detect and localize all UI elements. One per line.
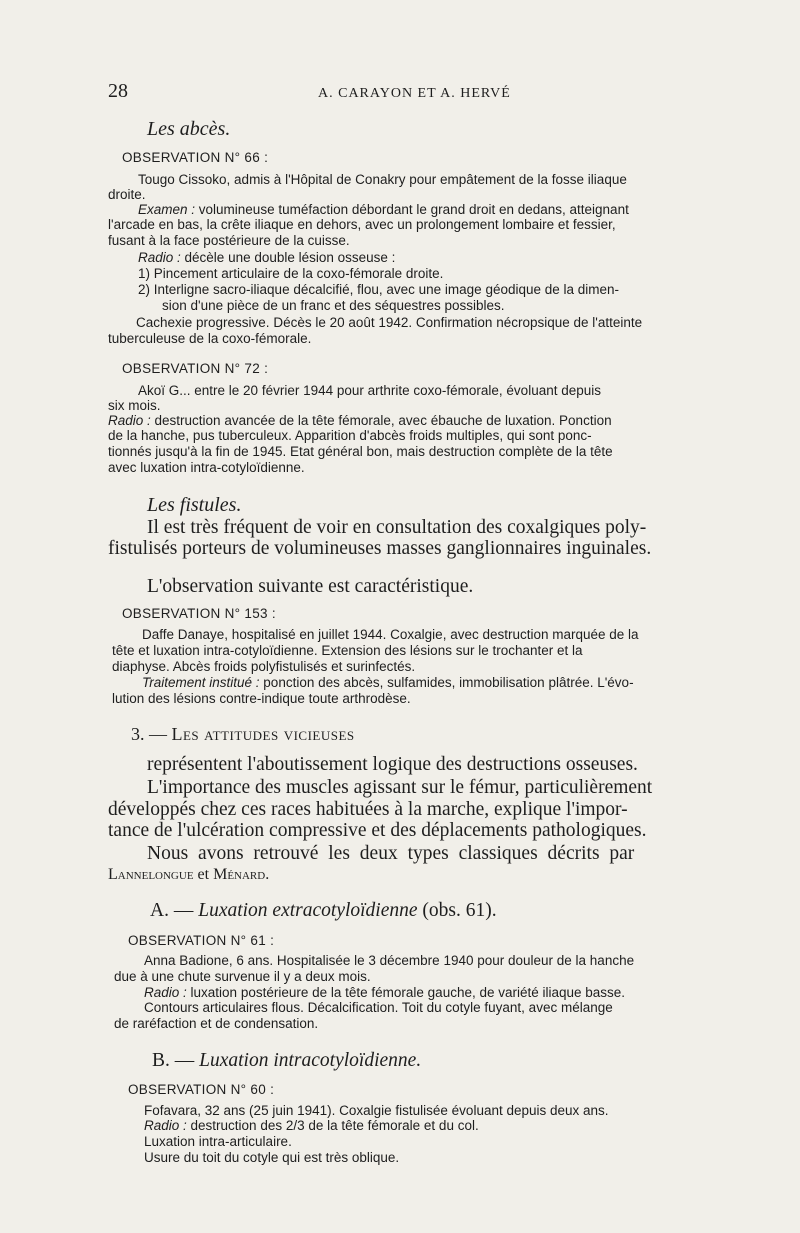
examen-label: Examen :: [138, 202, 196, 217]
obs66-line-7: 1) Pincement articulaire de la coxo-fémorale droite.: [138, 266, 444, 281]
radio-label: Radio :: [144, 985, 187, 1000]
obs72-line-5: tionnés jusqu'à la fin de 1945. Etat général bon, mais destruction complète de la tête: [108, 444, 613, 459]
obs66-line-5: fusant à la face postérieure de la cuisse.: [108, 233, 350, 248]
obs66-line-4: l'arcade en bas, la crête iliaque en dehors, avec un prolongement lombaire et fessier,: [108, 217, 616, 232]
obs61-line-1: Anna Badione, 6 ans. Hospitalisée le 3 décembre 1940 pour douleur de la hanche: [144, 953, 635, 968]
obs72-line-3: [108, 413, 612, 428]
observation-60-label: OBSERVATION N° 60 :: [128, 1082, 275, 1097]
attitudes-para-1: représentent l'aboutissement logique des destructions osseuses.: [147, 754, 638, 775]
obs66-line-2: droite.: [108, 187, 146, 202]
obs66-line-3: [138, 202, 629, 217]
period: .: [265, 866, 270, 883]
obs66-line-1: Tougo Cissoko, admis à l'Hôpital de Conakry pour empâtement de la fosse iliaque: [138, 172, 627, 187]
subsection-heading-a: [150, 900, 497, 922]
obs61-line-5: de raréfaction et de condensation.: [114, 1016, 319, 1031]
obs60-line-2: [144, 1118, 479, 1133]
section-heading-attitudes: [131, 724, 355, 745]
obs66-line-10: Cachexie progressive. Décès le 20 août 1942. Confirmation nécropsique de l'atteinte: [136, 315, 643, 330]
obs61-line-2: due à une chute survenue il y a deux mois.: [114, 969, 371, 984]
subsection-prefix: A. —: [150, 900, 199, 921]
radio-text: destruction des 2/3 de la tête fémorale et du col.: [186, 1118, 479, 1133]
obs72-line-6: avec luxation intra-cotyloïdienne.: [108, 460, 305, 475]
obs66-line-8: 2) Interligne sacro-iliaque décalcifié, flou, avec une image géodique de la dimen-: [138, 282, 620, 297]
section-heading-fistules: Les fistules.: [147, 494, 242, 516]
section-title: Les attitudes vicieuses: [171, 724, 355, 744]
radio-text: décèle une double lésion osseuse :: [180, 250, 396, 265]
obs61-line-4: Contours articulaires flous. Décalcification. Toit du cotyle fuyant, avec mélange: [144, 1000, 613, 1015]
radio-label: Radio :: [138, 250, 181, 265]
obs72-line-1: Akoï G... entre le 20 février 1944 pour arthrite coxo-fémorale, évoluant depuis: [138, 383, 602, 398]
section-heading-abces: Les abcès.: [147, 118, 231, 140]
obs61-line-3: [144, 985, 625, 1000]
obs60-line-1: Fofavara, 32 ans (25 juin 1941). Coxalgie fistulisée évoluant depuis deux ans.: [144, 1103, 609, 1118]
obs153-line-5: lution des lésions contre-indique toute arthrodèse.: [112, 691, 411, 706]
author-lannelongue: Lannelongue: [108, 866, 194, 883]
page-number: 28: [108, 80, 128, 102]
obs153-line-1: Daffe Danaye, hospitalisé en juillet 1944. Coxalgie, avec destruction marquée de la: [142, 627, 639, 642]
section-number: 3. —: [131, 724, 167, 744]
obs72-line-4: de la hanche, pus tuberculeux. Apparition d'abcès froids multiples, qui sont ponc-: [108, 428, 592, 443]
fistules-para-line-1: Il est très fréquent de voir en consultation des coxalgiques poly-: [147, 517, 647, 538]
obs153-line-3: diaphyse. Abcès froids polyfistulisés et surinfectés.: [112, 659, 416, 674]
traitement-label: Traitement institué :: [142, 675, 260, 690]
fistules-para-line-2: fistulisés porteurs de volumineuses masses ganglionnaires inguinales.: [108, 538, 652, 559]
examen-text: volumineuse tuméfaction débordant le grand droit en dedans, atteignant: [195, 202, 629, 217]
subsection-title: Luxation extracotyloïdienne: [198, 900, 418, 921]
obs66-line-6: [138, 250, 395, 265]
subsection-heading-b: [152, 1050, 421, 1072]
attitudes-para-3-line-1: Nous avons retrouvé les deux types classiques décrits par: [147, 843, 635, 864]
radio-text: luxation postérieure de la tête fémorale gauche, de variété iliaque basse.: [186, 985, 626, 1000]
obs153-line-2: tête et luxation intra-cotyloïdienne. Extension des lésions sur le trochanter et la: [112, 643, 583, 658]
obs66-line-11: tuberculeuse de la coxo-fémorale.: [108, 331, 312, 346]
obs60-line-4: Usure du toit du cotyle qui est très oblique.: [144, 1150, 400, 1165]
attitudes-para-2-line-3: tance de l'ulcération compressive et des déplacements pathologiques.: [108, 820, 647, 841]
radio-label: Radio :: [144, 1118, 187, 1133]
observation-66-label: OBSERVATION N° 66 :: [122, 150, 269, 165]
obs60-line-3: Luxation intra-articulaire.: [144, 1134, 292, 1149]
radio-text: destruction avancée de la tête fémorale, avec ébauche de luxation. Ponction: [150, 413, 612, 428]
running-title: A. CARAYON ET A. HERVÉ: [318, 86, 511, 101]
obs72-line-2: six mois.: [108, 398, 161, 413]
obs153-line-4: [142, 675, 634, 690]
attitudes-para-2-line-1: L'importance des muscles agissant sur le fémur, particulièrement: [147, 777, 653, 798]
traitement-text: ponction des abcès, sulfamides, immobilisation plâtrée. L'évo-: [259, 675, 634, 690]
attitudes-para-2-line-2: développés chez ces races habituées à la marche, explique l'impor-: [108, 799, 628, 820]
radio-label: Radio :: [108, 413, 151, 428]
obs66-line-9: sion d'une pièce de un franc et des séquestres possibles.: [162, 298, 505, 313]
fistules-para-2: L'observation suivante est caractéristique.: [147, 576, 474, 597]
attitudes-para-3-line-2: [108, 866, 269, 884]
subsection-title: Luxation intracotyloïdienne.: [199, 1050, 422, 1071]
conjunction: et: [193, 866, 214, 883]
subsection-prefix: B. —: [152, 1050, 200, 1071]
subsection-suffix: (obs. 61).: [417, 900, 497, 921]
author-menard: Ménard: [213, 866, 266, 883]
observation-153-label: OBSERVATION N° 153 :: [122, 606, 276, 621]
observation-72-label: OBSERVATION N° 72 :: [122, 361, 269, 376]
observation-61-label: OBSERVATION N° 61 :: [128, 933, 275, 948]
